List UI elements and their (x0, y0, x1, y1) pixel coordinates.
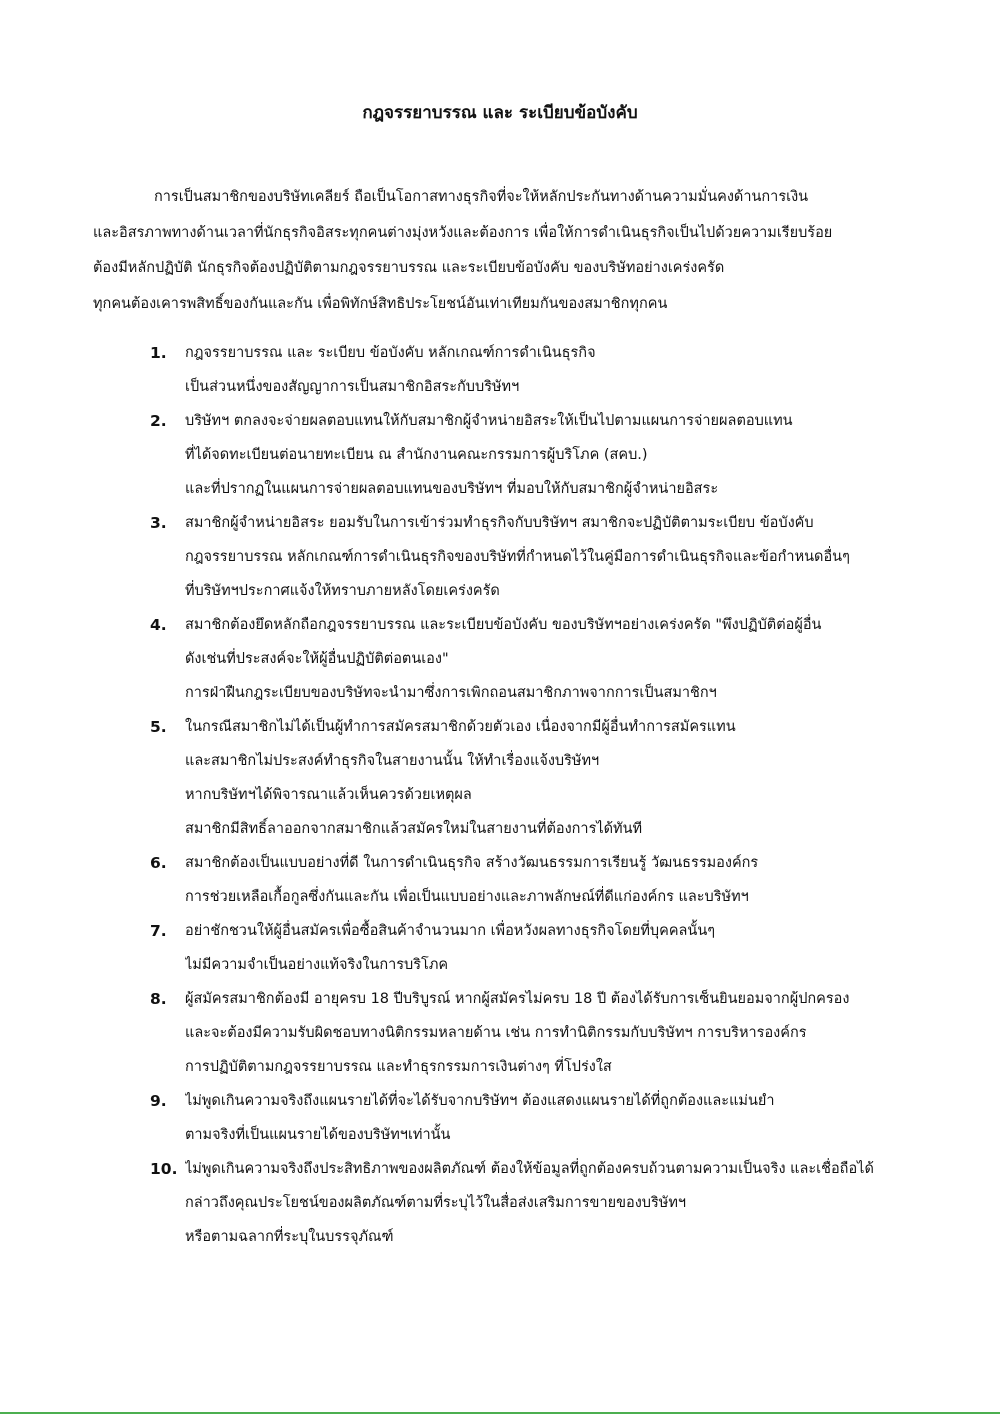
rule-item (150, 710, 910, 846)
rule-number: 10. (150, 1160, 178, 1178)
rule-item (150, 1084, 910, 1152)
intro-line: ต้องมีหลักปฏิบัติ นักธุรกิจต้องปฏิบัติตามกฎจรรยาบรรณ และระเบียบข้อบังคับ ของบริษัทอย่างเคร่งครัด (93, 260, 725, 276)
rules-list (150, 336, 910, 1254)
rule-text-line: อย่าชักชวนให้ผู้อื่นสมัครเพื่อซื้อสินค้าจำนวนมาก เพื่อหวังผลทางธุรกิจโดยที่บุคคลนั้นๆ (185, 923, 716, 939)
rule-text-line: และสมาชิกไม่ประสงค์ทำธุรกิจในสายงานนั้น ให้ทำเรื่องแจ้งบริษัทฯ (185, 753, 600, 769)
rule-text-line: ไม่มีความจำเป็นอย่างแท้จริงในการบริโภค (185, 957, 449, 973)
rule-item (150, 404, 910, 506)
rule-number: 3. (150, 514, 167, 532)
rule-item (150, 982, 910, 1084)
rule-number: 2. (150, 412, 167, 430)
rule-text-line: สมาชิกต้องยึดหลักถือกฎจรรยาบรรณ และระเบียบข้อบังคับ ของบริษัทฯอย่างเคร่งครัด "พึงปฏิบัติต่อผู้อื่น (185, 617, 822, 633)
rule-number: 8. (150, 990, 167, 1008)
rule-item (150, 1152, 910, 1254)
rule-text-line: ดังเช่นที่ประสงค์จะให้ผู้อื่นปฏิบัติต่อตนเอง" (185, 651, 449, 667)
rule-text-line: กฎจรรยาบรรณ หลักเกณฑ์การดำเนินธุรกิจของบริษัทที่กำหนดไว้ในคู่มือการดำเนินธุรกิจและข้อกำหนดอื่นๆ (185, 549, 850, 565)
rule-text-line: การฝ่าฝืนกฎระเบียบของบริษัทจะนำมาซึ่งการเพิกถอนสมาชิกภาพจากการเป็นสมาชิกฯ (185, 685, 717, 701)
rule-number: 1. (150, 344, 167, 362)
rule-text-line: สมาชิกผู้จำหน่ายอิสระ ยอมรับในการเข้าร่วมทำธุรกิจกับบริษัทฯ สมาชิกจะปฏิบัติตามระเบียบ ข้อบังคับ (185, 515, 814, 531)
rule-text-line: ผู้สมัครสมาชิกต้องมี อายุครบ 18 ปีบริบูรณ์ หากผู้สมัครไม่ครบ 18 ปี ต้องได้รับการเซ็นยินยอมจากผู้ปกครอง (185, 991, 850, 1007)
rule-number: 4. (150, 616, 167, 634)
rule-text-line: ในกรณีสมาชิกไม่ได้เป็นผู้ทำการสมัครสมาชิกด้วยตัวเอง เนื่องจากมีผู้อื่นทำการสมัครแทน (185, 719, 736, 735)
document-title: กฎจรรยาบรรณ และ ระเบียบข้อบังคับ (362, 103, 638, 123)
rule-text-line: และที่ปรากฏในแผนการจ่ายผลตอบแทนของบริษัทฯ ที่มอบให้กับสมาชิกผู้จำหน่ายอิสระ (185, 481, 719, 497)
rule-number: 6. (150, 854, 167, 872)
rule-number: 5. (150, 718, 167, 736)
rule-text-line: ที่ได้จดทะเบียนต่อนายทะเบียน ณ สำนักงานคณะกรรมการผู้บริโภค (สคบ.) (185, 447, 648, 463)
rule-item (150, 506, 910, 608)
rule-number: 9. (150, 1092, 167, 1110)
rule-text-line: ตามจริงที่เป็นแผนรายได้ของบริษัทฯเท่านั้น (185, 1127, 451, 1143)
rule-text-line: กฎจรรยาบรรณ และ ระเบียบ ข้อบังคับ หลักเกณฑ์การดำเนินธุรกิจ (185, 345, 596, 361)
intro-line: และอิสรภาพทางด้านเวลาที่นักธุรกิจอิสระทุกคนต่างมุ่งหวังและต้องการ เพื่อให้การดำเนินธุรกิจเป็นไปด้วยความเรียบร้อย (93, 224, 833, 241)
rule-item (150, 914, 910, 982)
rule-text-line: สมาชิกต้องเป็นแบบอย่างที่ดี ในการดำเนินธุรกิจ สร้างวัฒนธรรมการเรียนรู้ วัฒนธรรมองค์กร (185, 855, 759, 871)
rule-item (150, 608, 910, 710)
rule-item (150, 846, 910, 914)
rule-item (150, 336, 910, 404)
rule-text-line: ไม่พูดเกินความจริงถึงประสิทธิภาพของผลิตภัณฑ์ ต้องให้ข้อมูลที่ถูกต้องครบถ้วนตามความเป็นจริง และเชื่อถือได้ (185, 1161, 874, 1177)
rule-text-line: เป็นส่วนหนึ่งของสัญญาการเป็นสมาชิกอิสระกับบริษัทฯ (185, 379, 520, 395)
rule-text-line: ไม่พูดเกินความจริงถึงแผนรายได้ที่จะได้รับจากบริษัทฯ ต้องแสดงแผนรายได้ที่ถูกต้องและแม่นยำ (185, 1093, 775, 1109)
rule-text-line: บริษัทฯ ตกลงจะจ่ายผลตอบแทนให้กับสมาชิกผู้จำหน่ายอิสระให้เป็นไปตามแผนการจ่ายผลตอบแทน (185, 413, 793, 429)
rule-text-line: การช่วยเหลือเกื้อกูลซึ่งกันและกัน เพื่อเป็นแบบอย่างและภาพลักษณ์ที่ดีแก่องค์กร และบริษัทฯ (185, 889, 749, 905)
intro-line: การเป็นสมาชิกของบริษัทเคลียร์ ถือเป็นโอกาสทางธุรกิจที่จะให้หลักประกันทางด้านความมั่นคงด้านการเงิน (154, 189, 809, 205)
rule-text-line: ที่บริษัทฯประกาศแจ้งให้ทราบภายหลังโดยเคร่งครัด (185, 583, 500, 599)
rule-number: 7. (150, 922, 167, 940)
intro-paragraph (93, 180, 893, 322)
intro-line: ทุกคนต้องเคารพสิทธิ์ของกันและกัน เพื่อพิทักษ์สิทธิประโยชน์อันเท่าเทียมกันของสมาชิกทุกคน (93, 295, 668, 312)
rule-text-line: กล่าวถึงคุณประโยชน์ของผลิตภัณฑ์ตามที่ระบุไว้ในสื่อส่งเสริมการขายของบริษัทฯ (185, 1195, 687, 1211)
rule-text-line: หรือตามฉลากที่ระบุในบรรจุภัณฑ์ (185, 1229, 394, 1245)
rule-text-line: และจะต้องมีความรับผิดชอบทางนิติกรรมหลายด้าน เช่น การทำนิติกรรมกับบริษัทฯ การบริหารองค์กร (185, 1025, 807, 1041)
rule-text-line: สมาชิกมีสิทธิ์ลาออกจากสมาชิกแล้วสมัครใหม่ในสายงานที่ต้องการได้ทันที (185, 821, 643, 837)
rule-text-line: การปฏิบัติตามกฎจรรยาบรรณ และทำธุรกรรมการเงินต่างๆ ที่โปร่งใส (185, 1059, 612, 1075)
rule-text-line: หากบริษัทฯได้พิจารณาแล้วเห็นควรด้วยเหตุผล (185, 787, 472, 803)
